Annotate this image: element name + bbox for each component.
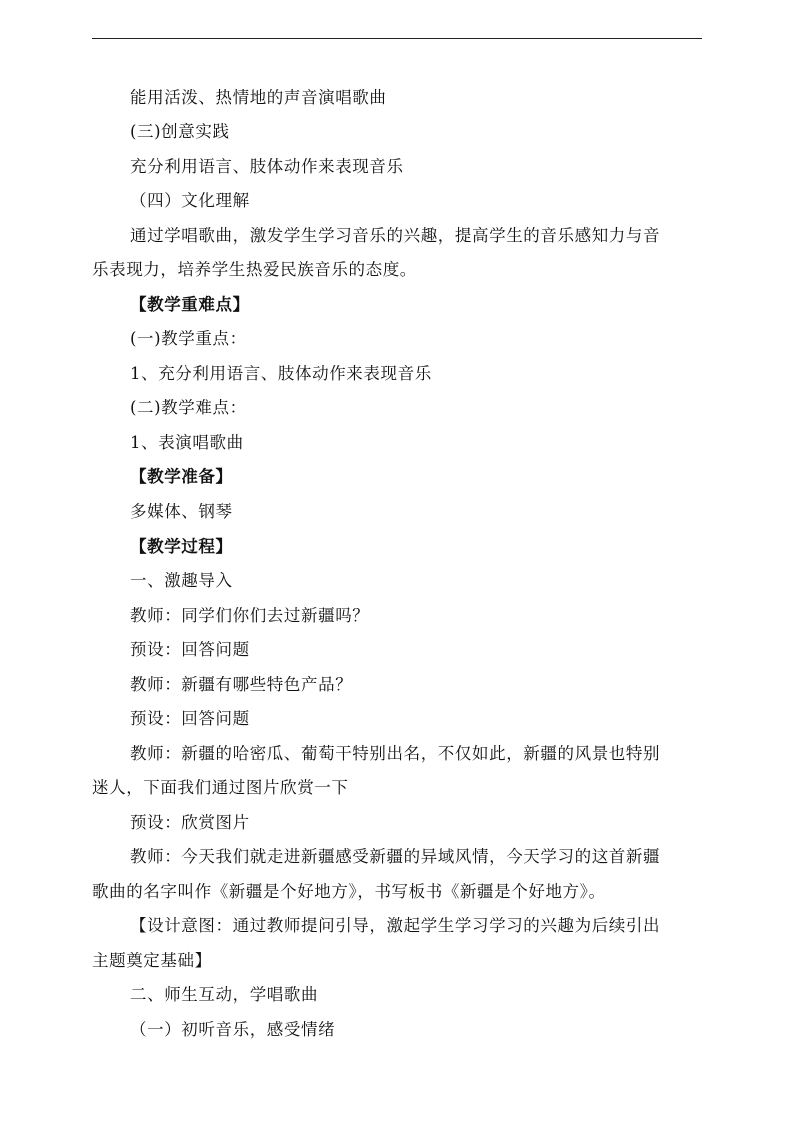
paragraph-line: 迷人，下面我们通过图片欣赏一下 xyxy=(92,778,349,797)
text-line: 能用活泼、热情地的声音演唱歌曲 xyxy=(130,88,387,107)
text-line: 1、表演唱歌曲 xyxy=(130,433,244,452)
paragraph-line: 主题奠定基础】 xyxy=(92,951,212,970)
paragraph-line: 教师：今天我们就走进新疆感受新疆的异域风情，今天学习的这首新疆 xyxy=(130,847,661,866)
text-line: 多媒体、钢琴 xyxy=(130,502,233,521)
paragraph-line: 教师：新疆的哈密瓜、葡萄干特别出名，不仅如此，新疆的风景也特别 xyxy=(130,744,661,763)
text-line: 充分利用语言、肢体动作来表现音乐 xyxy=(130,157,404,176)
paragraph-line: 通过学唱歌曲，激发学生学习音乐的兴趣，提高学生的音乐感知力与音 xyxy=(130,226,661,245)
section-title: 【教学重难点】 xyxy=(130,295,250,314)
section-title: 【教学过程】 xyxy=(130,537,233,556)
paragraph-line: 歌曲的名字叫作《新疆是个好地方》，书写板书《新疆是个好地方》。 xyxy=(92,882,606,901)
section-heading: （一）初听音乐，感受情绪 xyxy=(130,1020,336,1039)
text-line: 教师：同学们你们去过新疆吗？ xyxy=(130,606,370,625)
text-line: (一)教学重点： xyxy=(130,329,247,348)
header-rule xyxy=(92,38,702,39)
text-line: 一、激趣导入 xyxy=(130,571,233,590)
text-line: (二)教学难点： xyxy=(130,398,247,417)
text-line: 预设：欣赏图片 xyxy=(130,813,250,832)
text-line: 1、充分利用语言、肢体动作来表现音乐 xyxy=(130,364,432,383)
section-heading: （四）文化理解 xyxy=(130,191,250,210)
text-line: (三)创意实践 xyxy=(130,122,230,141)
paragraph-line: 【设计意图：通过教师提问引导，激起学生学习学习的兴趣为后续引出 xyxy=(130,916,661,935)
paragraph-line: 乐表现力，培养学生热爱民族音乐的态度。 xyxy=(92,260,417,279)
section-title: 【教学准备】 xyxy=(130,467,233,486)
text-line: 教师：新疆有哪些特色产品？ xyxy=(130,675,353,694)
text-line: 预设：回答问题 xyxy=(130,640,250,659)
section-heading: 二、师生互动，学唱歌曲 xyxy=(130,985,319,1004)
text-line: 预设：回答问题 xyxy=(130,709,250,728)
